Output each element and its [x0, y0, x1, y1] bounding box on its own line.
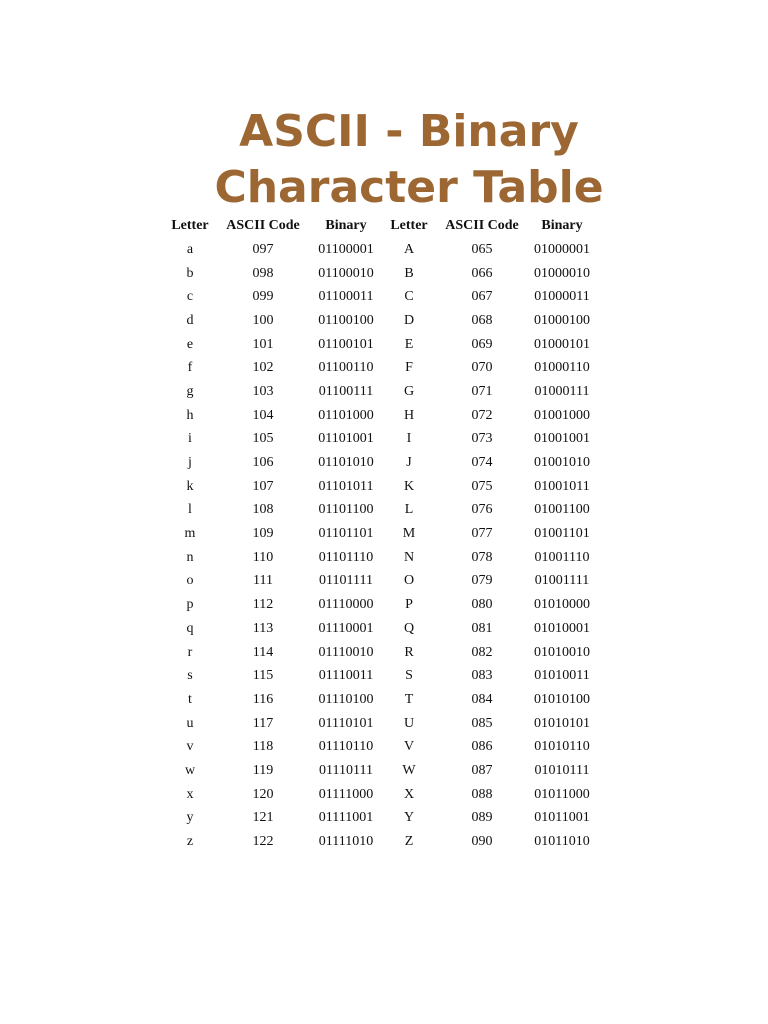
letter-lower-cell: d [186, 312, 194, 328]
table-row [160, 356, 592, 380]
letter-lower-cell: x [186, 786, 194, 802]
binary-lower-cell: 01100110 [318, 360, 374, 376]
binary-lower-cell: 01101001 [318, 431, 374, 447]
binary-lower-cell: 01110000 [318, 597, 374, 613]
ascii-code-lower-cell: 110 [252, 549, 274, 565]
binary-lower-cell: 01100111 [318, 383, 374, 399]
column-header-ascii-code-upper: ASCII Code [445, 218, 519, 233]
ascii-code-upper-cell: 082 [471, 644, 493, 660]
binary-upper-cell: 01010000 [534, 597, 590, 613]
letter-upper-cell: J [406, 455, 412, 471]
letter-upper-cell: I [406, 431, 412, 447]
ascii-code-upper-cell: 068 [471, 312, 493, 328]
letter-lower-cell: w [184, 762, 196, 778]
table-row [160, 428, 592, 452]
ascii-code-upper-cell: 065 [471, 241, 493, 257]
ascii-code-upper-cell: 089 [471, 810, 493, 826]
ascii-code-lower-cell: 103 [252, 383, 274, 399]
letter-lower-cell: q [186, 620, 194, 636]
column-header-letter-lower: Letter [171, 218, 209, 233]
binary-upper-cell: 01000111 [534, 383, 590, 399]
letter-upper-cell: H [403, 407, 415, 423]
binary-upper-cell: 01000001 [534, 241, 590, 257]
letter-lower-cell: t [188, 691, 192, 707]
ascii-code-lower-cell: 113 [252, 620, 274, 636]
table-row [160, 759, 592, 783]
ascii-code-upper-cell: 090 [471, 834, 493, 850]
binary-lower-cell: 01110001 [318, 620, 374, 636]
ascii-code-lower-cell: 107 [252, 478, 274, 494]
table-row [160, 783, 592, 807]
table-body [160, 238, 592, 854]
ascii-code-upper-cell: 084 [471, 691, 493, 707]
ascii-code-lower-cell: 100 [252, 312, 274, 328]
binary-upper-cell: 01010011 [534, 668, 590, 684]
title-line-2: Character Table [214, 162, 604, 213]
table-row [160, 475, 592, 499]
binary-upper-cell: 01001001 [534, 431, 590, 447]
table-row [160, 499, 592, 523]
binary-upper-cell: 01010001 [534, 620, 590, 636]
table-header-row [160, 214, 592, 238]
binary-upper-cell: 01010100 [534, 691, 590, 707]
ascii-code-upper-cell: 080 [471, 597, 493, 613]
ascii-code-upper-cell: 077 [471, 526, 493, 542]
letter-lower-cell: y [186, 810, 194, 826]
ascii-code-lower-cell: 119 [252, 762, 274, 778]
binary-lower-cell: 01101101 [318, 526, 374, 542]
binary-upper-cell: 01001111 [534, 573, 590, 589]
letter-lower-cell: u [186, 715, 194, 731]
ascii-code-upper-cell: 076 [471, 502, 493, 518]
letter-upper-cell: O [403, 573, 415, 589]
column-header-binary-lower: Binary [325, 218, 367, 233]
table-row [160, 451, 592, 475]
ascii-code-lower-cell: 122 [252, 834, 274, 850]
ascii-code-lower-cell: 098 [252, 265, 274, 281]
table-row [160, 593, 592, 617]
ascii-code-upper-cell: 079 [471, 573, 493, 589]
binary-lower-cell: 01101010 [318, 455, 374, 471]
ascii-code-upper-cell: 086 [471, 739, 493, 755]
binary-lower-cell: 01101110 [318, 549, 374, 565]
binary-lower-cell: 01110100 [318, 691, 374, 707]
letter-upper-cell: R [404, 644, 414, 660]
binary-upper-cell: 01000100 [534, 312, 590, 328]
ascii-code-lower-cell: 117 [252, 715, 274, 731]
letter-upper-cell: G [403, 383, 415, 399]
table-row [160, 285, 592, 309]
table-row [160, 712, 592, 736]
column-header-ascii-code-lower: ASCII Code [226, 218, 300, 233]
ascii-code-upper-cell: 071 [471, 383, 493, 399]
binary-lower-cell: 01100101 [318, 336, 374, 352]
binary-upper-cell: 01011010 [534, 834, 590, 850]
ascii-code-upper-cell: 067 [471, 289, 493, 305]
ascii-code-upper-cell: 070 [471, 360, 493, 376]
ascii-code-lower-cell: 118 [252, 739, 274, 755]
column-header-letter-upper: Letter [390, 218, 428, 233]
letter-lower-cell: z [186, 834, 194, 850]
ascii-code-upper-cell: 081 [471, 620, 493, 636]
table-row [160, 546, 592, 570]
binary-lower-cell: 01110101 [318, 715, 374, 731]
table-row [160, 522, 592, 546]
letter-lower-cell: b [186, 265, 194, 281]
ascii-code-lower-cell: 112 [252, 597, 274, 613]
table-row [160, 617, 592, 641]
letter-lower-cell: e [186, 336, 194, 352]
binary-lower-cell: 01110110 [318, 739, 374, 755]
letter-upper-cell: C [404, 289, 414, 305]
table-row [160, 309, 592, 333]
ascii-code-upper-cell: 078 [471, 549, 493, 565]
ascii-code-upper-cell: 075 [471, 478, 493, 494]
letter-lower-cell: c [186, 289, 194, 305]
ascii-code-lower-cell: 114 [252, 644, 274, 660]
letter-lower-cell: f [187, 360, 193, 376]
table-row [160, 688, 592, 712]
letter-lower-cell: m [184, 526, 196, 542]
binary-upper-cell: 01000010 [534, 265, 590, 281]
ascii-code-lower-cell: 104 [252, 407, 274, 423]
letter-lower-cell: p [186, 597, 194, 613]
ascii-code-lower-cell: 106 [252, 455, 274, 471]
binary-lower-cell: 01100010 [318, 265, 374, 281]
letter-lower-cell: j [188, 455, 192, 471]
ascii-code-upper-cell: 069 [471, 336, 493, 352]
ascii-code-lower-cell: 116 [252, 691, 274, 707]
letter-upper-cell: Q [403, 620, 415, 636]
ascii-code-lower-cell: 097 [252, 241, 274, 257]
binary-upper-cell: 01001010 [534, 455, 590, 471]
table-row [160, 404, 592, 428]
binary-lower-cell: 01111001 [318, 810, 374, 826]
ascii-code-upper-cell: 087 [471, 762, 493, 778]
letter-upper-cell: Z [404, 834, 414, 850]
binary-lower-cell: 01100001 [318, 241, 374, 257]
binary-upper-cell: 01000101 [534, 336, 590, 352]
letter-lower-cell: i [188, 431, 192, 447]
binary-upper-cell: 01000011 [534, 289, 590, 305]
ascii-code-lower-cell: 109 [252, 526, 274, 542]
ascii-code-lower-cell: 115 [252, 668, 274, 684]
page-title [0, 104, 768, 216]
binary-lower-cell: 01100011 [318, 289, 374, 305]
letter-upper-cell: M [402, 526, 416, 542]
letter-upper-cell: N [403, 549, 415, 565]
binary-upper-cell: 01001110 [534, 549, 590, 565]
binary-lower-cell: 01101000 [318, 407, 374, 423]
table-row [160, 262, 592, 286]
binary-upper-cell: 01001101 [534, 526, 590, 542]
column-header-binary-upper: Binary [541, 218, 583, 233]
binary-lower-cell: 01110111 [319, 762, 373, 778]
ascii-code-lower-cell: 101 [252, 336, 274, 352]
letter-lower-cell: r [187, 644, 193, 660]
table-row [160, 380, 592, 404]
binary-lower-cell: 01110011 [318, 668, 374, 684]
letter-upper-cell: P [405, 597, 413, 613]
letter-lower-cell: g [186, 383, 194, 399]
letter-lower-cell: n [186, 549, 194, 565]
binary-upper-cell: 01010101 [534, 715, 590, 731]
letter-upper-cell: X [403, 786, 415, 802]
letter-upper-cell: Y [403, 810, 415, 826]
ascii-code-upper-cell: 074 [471, 455, 493, 471]
letter-lower-cell: v [186, 739, 194, 755]
letter-lower-cell: l [188, 502, 192, 518]
binary-lower-cell: 01101011 [318, 478, 374, 494]
letter-upper-cell: K [403, 478, 415, 494]
ascii-code-upper-cell: 072 [471, 407, 493, 423]
binary-upper-cell: 01010111 [534, 762, 590, 778]
ascii-code-upper-cell: 066 [471, 265, 493, 281]
ascii-code-upper-cell: 088 [471, 786, 493, 802]
letter-upper-cell: S [405, 668, 413, 684]
letter-upper-cell: A [403, 241, 415, 257]
letter-lower-cell: h [186, 407, 194, 423]
ascii-code-lower-cell: 105 [252, 431, 274, 447]
binary-lower-cell: 01101100 [318, 502, 374, 518]
binary-upper-cell: 01001000 [534, 407, 590, 423]
letter-lower-cell: o [186, 573, 194, 589]
letter-upper-cell: L [404, 502, 414, 518]
table-row [160, 807, 592, 831]
ascii-code-upper-cell: 085 [471, 715, 493, 731]
ascii-code-lower-cell: 099 [252, 289, 274, 305]
binary-lower-cell: 01100100 [318, 312, 374, 328]
binary-upper-cell: 01001100 [534, 502, 590, 518]
ascii-code-lower-cell: 108 [252, 502, 274, 518]
binary-upper-cell: 01010010 [534, 644, 590, 660]
ascii-binary-table [160, 214, 592, 854]
letter-upper-cell: D [403, 312, 415, 328]
letter-upper-cell: F [405, 360, 413, 376]
letter-upper-cell: T [404, 691, 414, 707]
binary-upper-cell: 01001011 [534, 478, 590, 494]
letter-lower-cell: s [187, 668, 193, 684]
letter-upper-cell: W [402, 762, 416, 778]
binary-lower-cell: 01111010 [318, 834, 374, 850]
table-row [160, 238, 592, 262]
letter-upper-cell: B [404, 265, 414, 281]
letter-lower-cell: k [186, 478, 194, 494]
letter-lower-cell: a [186, 241, 194, 257]
table-row [160, 570, 592, 594]
binary-upper-cell: 01011000 [534, 786, 590, 802]
binary-lower-cell: 01110010 [318, 644, 374, 660]
table-row [160, 735, 592, 759]
ascii-code-lower-cell: 102 [252, 360, 274, 376]
table-row [160, 333, 592, 357]
ascii-code-lower-cell: 121 [252, 810, 274, 826]
letter-upper-cell: V [403, 739, 415, 755]
ascii-code-lower-cell: 111 [253, 573, 273, 589]
letter-upper-cell: E [404, 336, 414, 352]
binary-upper-cell: 01000110 [534, 360, 590, 376]
table-row [160, 641, 592, 665]
ascii-code-upper-cell: 083 [471, 668, 493, 684]
binary-upper-cell: 01011001 [534, 810, 590, 826]
binary-upper-cell: 01010110 [534, 739, 590, 755]
binary-lower-cell: 01111000 [318, 786, 374, 802]
ascii-code-lower-cell: 120 [252, 786, 274, 802]
title-line-1: ASCII - Binary [239, 106, 579, 157]
letter-upper-cell: U [403, 715, 415, 731]
table-row [160, 830, 592, 854]
ascii-code-upper-cell: 073 [471, 431, 493, 447]
table-row [160, 664, 592, 688]
binary-lower-cell: 01101111 [319, 573, 373, 589]
